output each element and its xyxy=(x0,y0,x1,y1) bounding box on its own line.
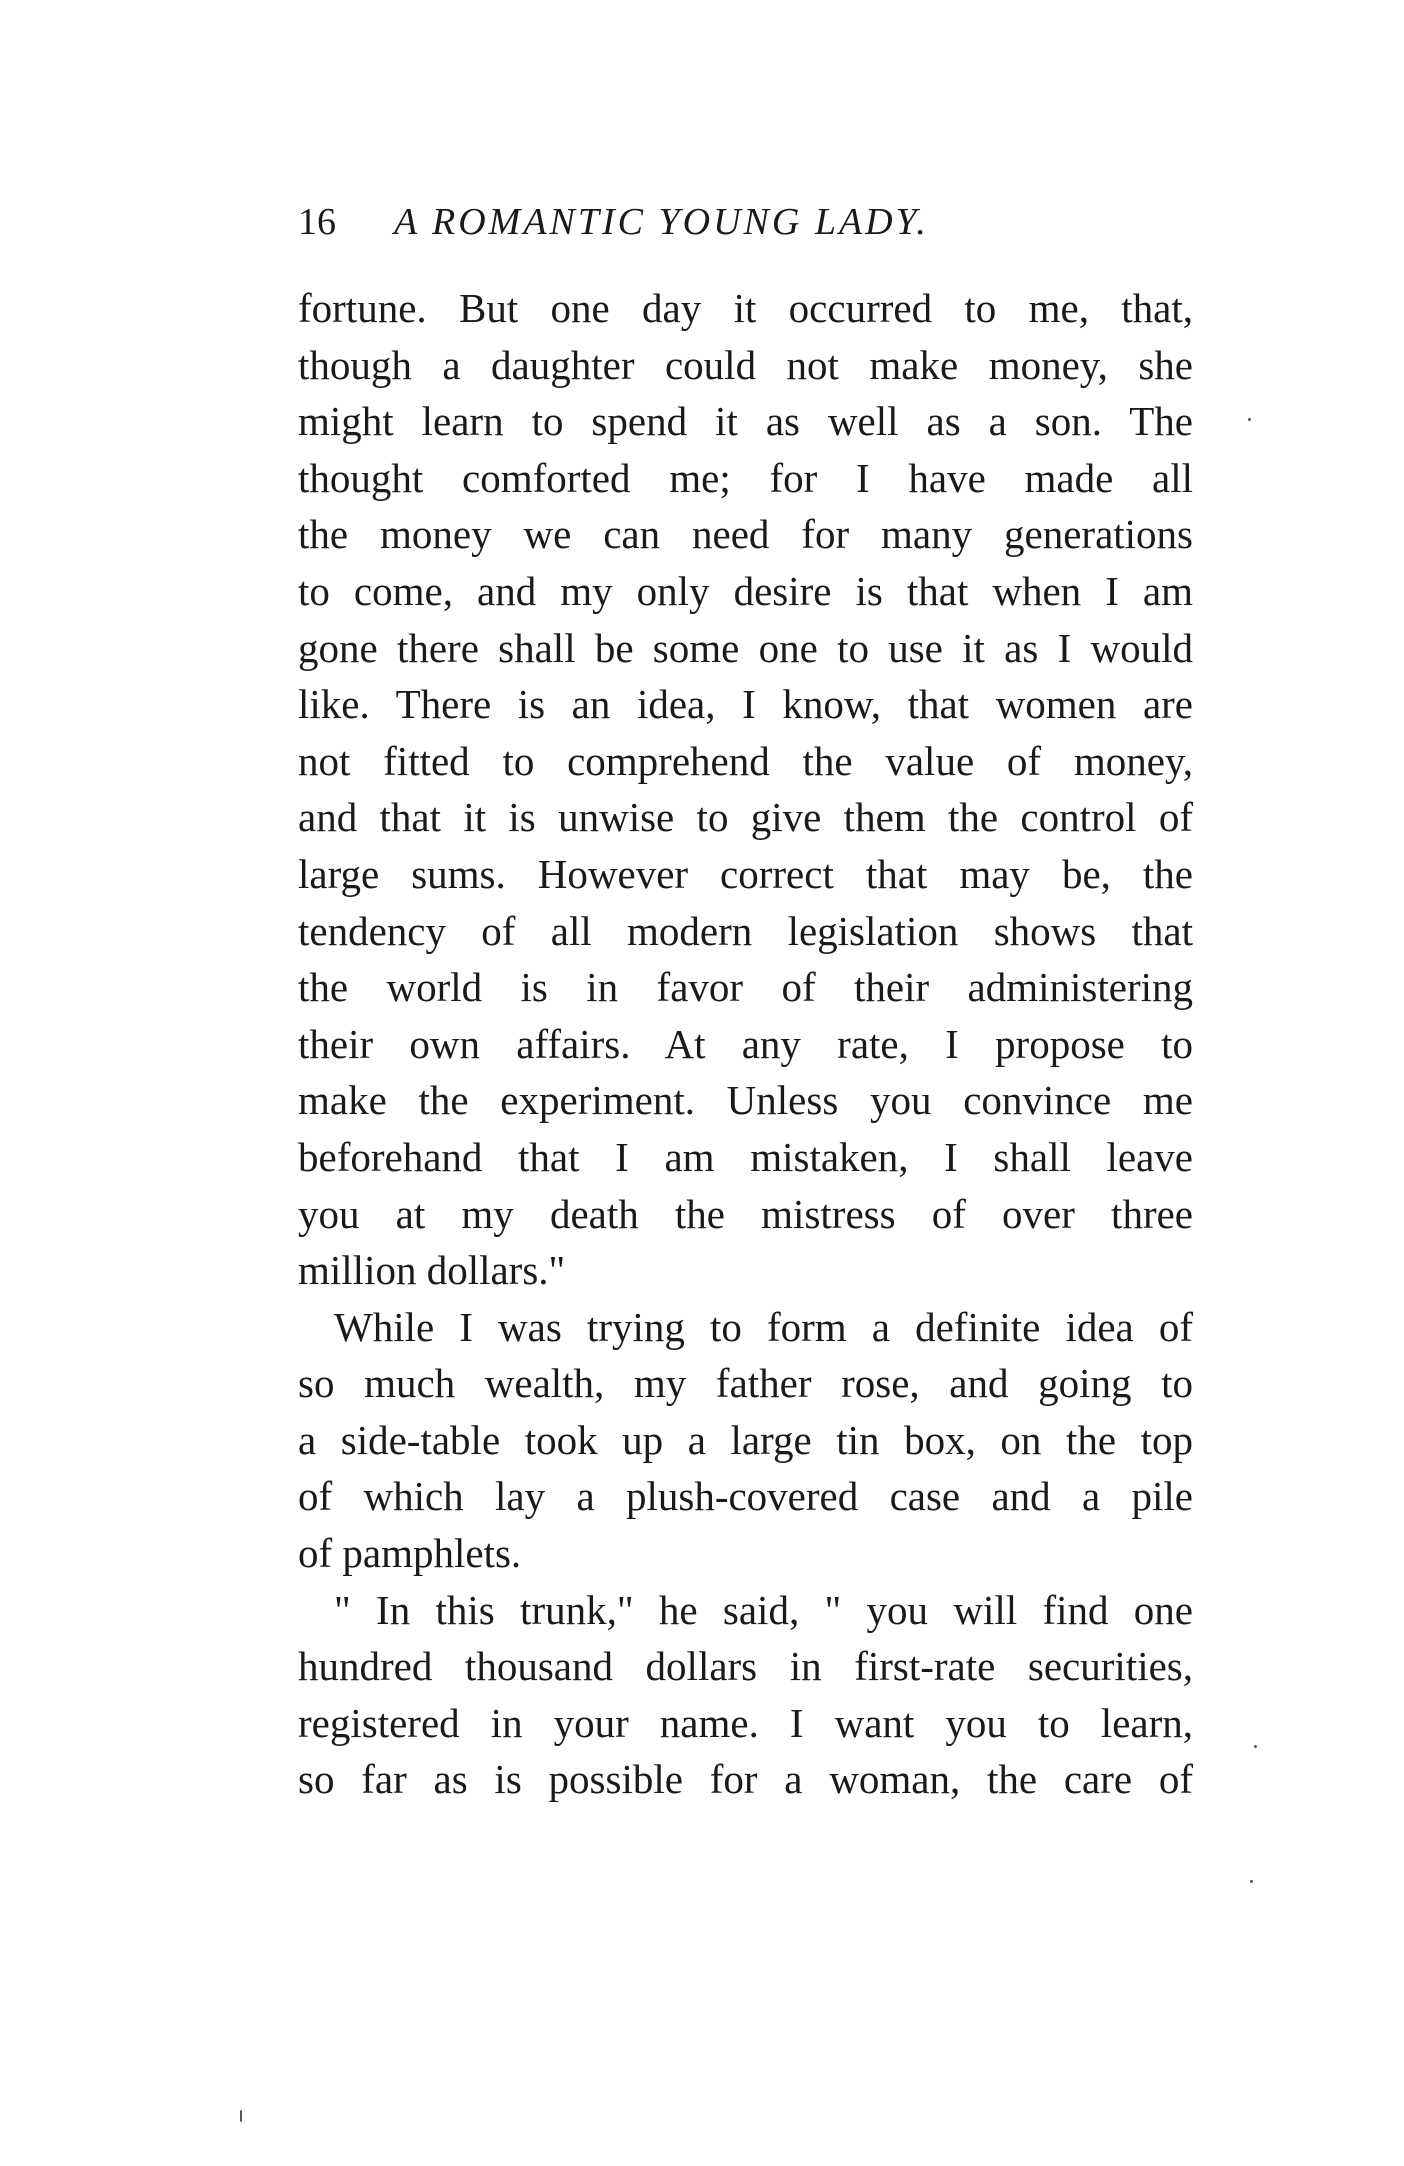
text-line: While I was trying to form a definite idea of xyxy=(334,1303,1193,1350)
text-line: and that it is unwise to give them the control of xyxy=(298,794,1193,841)
text-line: to come, and my only desire is that when I am xyxy=(298,567,1193,614)
running-title: A ROMANTIC YOUNG LADY. xyxy=(394,201,929,243)
scan-speck xyxy=(1254,1745,1257,1748)
text-line: tendency of all modern legislation shows that xyxy=(298,907,1193,954)
scan-speck xyxy=(1248,418,1251,421)
text-line: a side-table took up a large tin box, on the top xyxy=(298,1416,1193,1463)
text-line: " In this trunk," he said, " you will find one xyxy=(334,1586,1193,1633)
running-head xyxy=(298,192,1198,252)
text-line: registered in your name. I want you to learn, xyxy=(298,1699,1193,1746)
text-line: so far as is possible for a woman, the care of xyxy=(298,1756,1193,1803)
text-line: make the experiment. Unless you convince me xyxy=(298,1077,1193,1124)
text-line: million dollars." xyxy=(298,1247,566,1294)
scan-speck xyxy=(240,2110,242,2122)
text-line: like. There is an idea, I know, that women are xyxy=(298,681,1193,728)
text-line: hundred thousand dollars in first-rate securities, xyxy=(298,1643,1193,1690)
text-line: not fitted to comprehend the value of money, xyxy=(298,737,1193,784)
text-line: though a daughter could not make money, she xyxy=(298,341,1193,388)
text-line: so much wealth, my father rose, and going to xyxy=(298,1360,1193,1407)
text-line: of which lay a plush-covered case and a pile xyxy=(298,1473,1193,1520)
text-line: their own affairs. At any rate, I propose to xyxy=(298,1020,1193,1067)
text-line: might learn to spend it as well as a son. The xyxy=(298,398,1193,445)
text-line: of pamphlets. xyxy=(298,1530,522,1577)
text-line: fortune. But one day it occurred to me, that, xyxy=(298,285,1193,331)
text-line: the money we can need for many generations xyxy=(298,511,1193,558)
text-line: beforehand that I am mistaken, I shall leave xyxy=(298,1133,1193,1180)
text-line: you at my death the mistress of over three xyxy=(298,1190,1193,1237)
page-number: 16 xyxy=(298,201,336,243)
text-line: gone there shall be some one to use it as I would xyxy=(298,624,1193,671)
text-line: the world is in favor of their administering xyxy=(298,964,1193,1011)
body-text xyxy=(298,280,1193,1808)
scan-speck xyxy=(1250,1880,1253,1883)
text-line: large sums. However correct that may be, the xyxy=(298,850,1193,897)
text-line: thought comforted me; for I have made all xyxy=(298,454,1193,501)
